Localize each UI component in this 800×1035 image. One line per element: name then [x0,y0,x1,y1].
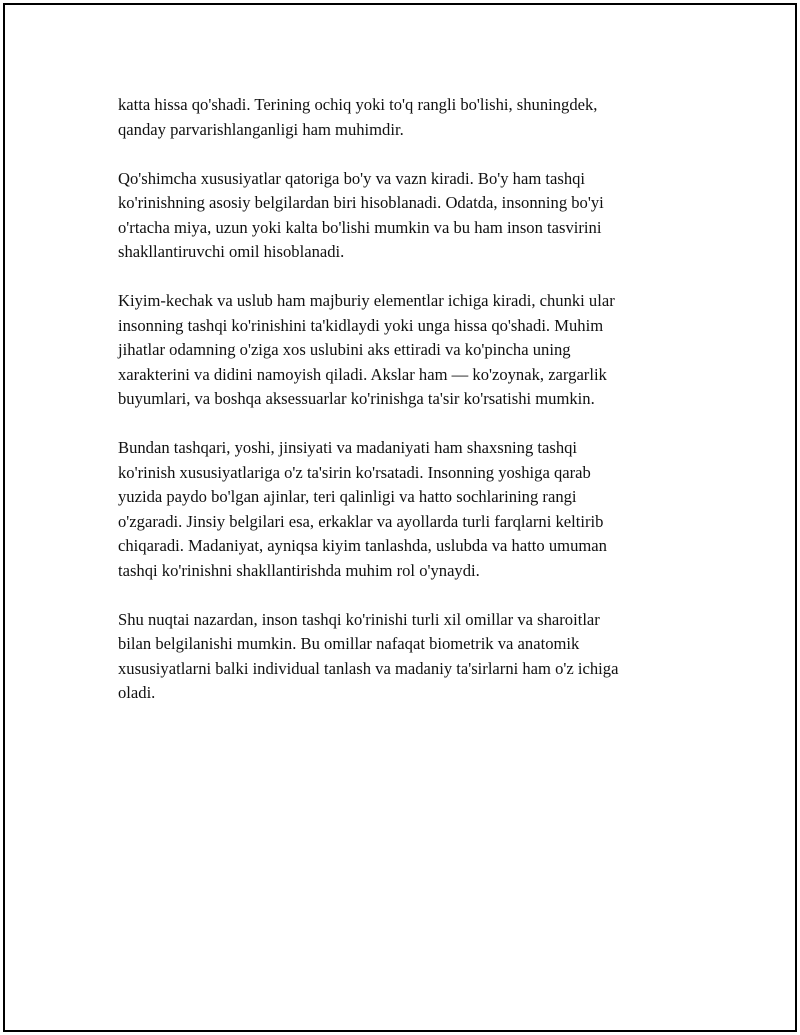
text-line: ko'rinish xususiyatlariga o'z ta'sirin ko'rsatadi. Insonning yoshiga qarab [118,462,591,482]
text-line: Kiyim-kechak va uslub ham majburiy elementlar ichiga kiradi, chunki ular [118,291,615,310]
text-line: oladi. [118,683,156,702]
text-line: o'rtacha miya, uzun yoki kalta bo'lishi mumkin va bu ham inson tasvirini [118,217,602,237]
paragraph-3 [118,289,683,412]
text-line: qanday parvarishlanganligi ham muhimdir. [118,119,404,139]
document-body [118,93,683,730]
text-line: o'zgaradi. Jinsiy belgilari esa, erkaklar va ayollarda turli farqlarni keltirib [118,511,604,531]
text-line: Shu nuqtai nazardan, inson tashqi ko'rinishi turli xil omillar va sharoitlar [118,609,600,629]
text-line: ko'rinishning asosiy belgilardan biri hisoblanadi. Odatda, insonning bo'yi [118,193,604,212]
text-line: yuzida paydo bo'lgan ajinlar, teri qalinligi va hatto sochlarining rangi [118,487,577,506]
text-line: xususiyatlarni balki individual tanlash va madaniy ta'sirlarni ham o'z ichiga [118,658,619,678]
text-line: Bundan tashqari, yoshi, jinsiyati va madaniyati ham shaxsning tashqi [118,438,578,457]
text-line: jihatlar odamning o'ziga xos uslubini aks ettiradi va ko'pincha uning [118,340,571,359]
paragraph-1 [118,93,683,142]
text-line: tashqi ko'rinishni shakllantirishda muhim rol o'ynaydi. [118,560,480,580]
text-line: bilan belgilanishi mumkin. Bu omillar nafaqat biometrik va anatomik [118,634,580,653]
text-line: shakllantiruvchi omil hisoblanadi. [118,242,345,261]
text-line: chiqaradi. Madaniyat, ayniqsa kiyim tanlashda, uslubda va hatto umuman [118,536,607,555]
text-line: xarakterini va didini namoyish qiladi. Akslar ham — ko'zoynak, zargarlik [118,364,607,384]
text-line: insonning tashqi ko'rinishini ta'kidlaydi yoki unga hissa qo'shadi. Muhim [118,315,604,335]
text-line: buyumlari, va boshqa aksessuarlar ko'rinishga ta'sir ko'rsatishi mumkin. [118,389,595,408]
text-line: Qo'shimcha xususiyatlar qatoriga bo'y va vazn kiradi. Bo'y ham tashqi [118,168,586,188]
paragraph-4 [118,436,683,583]
paragraph-5 [118,608,683,706]
text-line: katta hissa qo'shadi. Terining ochiq yoki to'q rangli bo'lishi, shuningdek, [118,95,598,114]
paragraph-2 [118,167,683,265]
